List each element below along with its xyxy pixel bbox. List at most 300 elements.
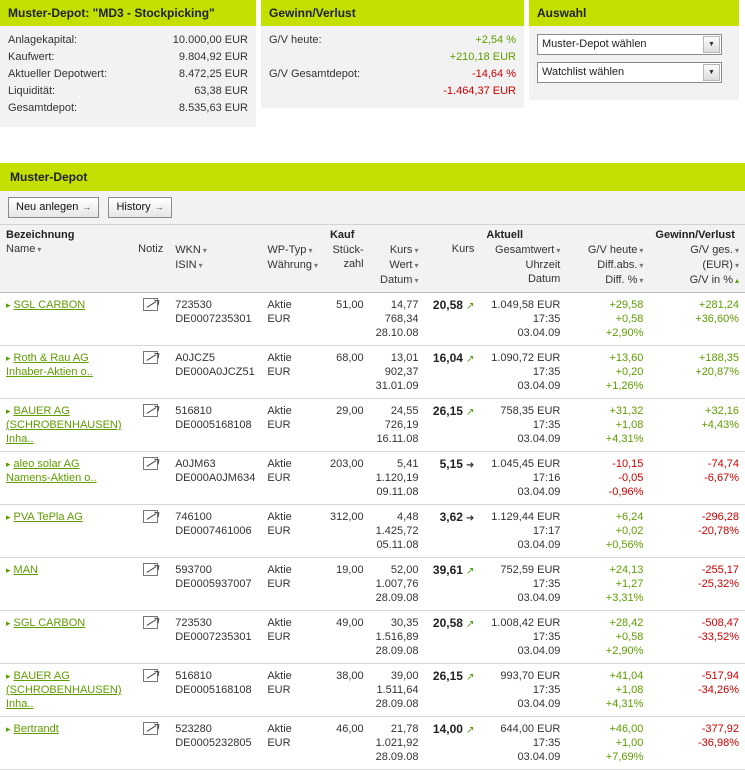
panel-auswahl-body xyxy=(529,26,739,100)
gv-gesamt-label: G/V Gesamtdepot: xyxy=(269,68,361,80)
watchlist-select-value: Watchlist wählen xyxy=(542,66,625,78)
kurs-aktuell-value: 39,61 xyxy=(432,563,463,577)
wkn-value: 516810 xyxy=(175,405,212,417)
gv-gesamt-row xyxy=(269,66,516,83)
gesamtwert-value: 644,00 EUR xyxy=(500,723,561,735)
cell-kauf xyxy=(370,452,425,505)
gv-heute-pct: -0,96% xyxy=(608,486,644,498)
sort-icon-active[interactable]: ▴ xyxy=(734,276,739,285)
cell-notiz[interactable] xyxy=(132,505,169,558)
col-wptyp-label: WP-Typ xyxy=(267,244,307,256)
sort-icon[interactable]: ▾ xyxy=(414,246,419,255)
kauf-wert-value: 1.120,19 xyxy=(375,472,419,484)
cell-wkn-isin xyxy=(169,399,261,452)
depot-row xyxy=(8,32,248,49)
kauf-wert-value: 768,34 xyxy=(384,313,419,325)
gesamtwert-value: 993,70 EUR xyxy=(500,670,561,682)
cell-wkn-isin xyxy=(169,293,261,346)
sort-icon[interactable]: ▾ xyxy=(37,245,42,254)
cell-gv-gesamt xyxy=(649,505,745,558)
col-gv-pct-label: G/V in % xyxy=(689,274,733,286)
table-body xyxy=(0,293,745,770)
uhrzeit-value: 17:16 xyxy=(532,472,561,484)
cell-name[interactable] xyxy=(0,293,132,346)
sort-icon[interactable]: ▾ xyxy=(202,246,207,255)
cell-name[interactable] xyxy=(0,558,132,611)
wptyp-value: Aktie xyxy=(267,511,292,523)
depot-label: Liquidität: xyxy=(8,85,56,97)
cell-name[interactable] xyxy=(0,717,132,770)
sort-icon[interactable]: ▾ xyxy=(734,246,739,255)
note-edit-icon[interactable] xyxy=(143,510,158,523)
cell-kurs-aktuell xyxy=(424,452,480,505)
cell-wkn-isin xyxy=(169,558,261,611)
cell-gv-gesamt xyxy=(649,717,745,770)
panel-auswahl xyxy=(529,0,739,100)
sort-icon[interactable]: ▾ xyxy=(414,261,419,270)
gv-heute-pct: +4,31% xyxy=(605,433,644,445)
sort-icon[interactable]: ▾ xyxy=(308,246,313,255)
waehrung-value: EUR xyxy=(267,578,291,590)
wkn-value: 593700 xyxy=(175,564,212,576)
group-header-row xyxy=(0,225,745,242)
gesamtwert-value: 1.049,58 EUR xyxy=(491,299,561,311)
cell-kauf xyxy=(370,611,425,664)
panel-gewinn-verlust xyxy=(261,0,524,108)
col-gesamtwert[interactable] xyxy=(480,241,566,293)
uhrzeit-value: 17:35 xyxy=(532,419,561,431)
cell-stueckzahl: 49,00 xyxy=(324,611,370,664)
trend-up-icon: ↗ xyxy=(466,354,475,365)
cell-kurs-aktuell xyxy=(424,558,480,611)
col-stueckzahl: Stück- zahl xyxy=(324,241,370,293)
gv-heute-percent: +2,54 % xyxy=(475,34,516,46)
kauf-kurs-value: 52,00 xyxy=(390,564,419,576)
depot-section xyxy=(0,163,745,770)
cell-name[interactable] xyxy=(0,399,132,452)
gv-gesamt-abs-row xyxy=(269,83,516,100)
isin-value: DE0007235301 xyxy=(175,631,252,643)
sort-icon[interactable]: ▾ xyxy=(639,276,644,285)
gv-heute-diff: +0,02 xyxy=(615,525,644,537)
neu-anlegen-button[interactable] xyxy=(8,197,99,218)
isin-value: DE0005168108 xyxy=(175,684,252,696)
kauf-kurs-value: 4,48 xyxy=(397,511,419,523)
cell-wkn-isin xyxy=(169,664,261,717)
sort-icon[interactable]: ▾ xyxy=(313,261,318,270)
trend-flat-icon: ➜ xyxy=(466,513,475,524)
table-row[interactable] xyxy=(0,717,745,770)
cell-kauf xyxy=(370,505,425,558)
cell-kurs-aktuell xyxy=(424,717,480,770)
datum-value: 03.04.09 xyxy=(517,592,561,604)
table-row[interactable] xyxy=(0,505,745,558)
wptyp-value: Aktie xyxy=(267,299,292,311)
table-row[interactable] xyxy=(0,346,745,399)
col-kurs-aktuell xyxy=(424,241,480,293)
cell-name[interactable] xyxy=(0,452,132,505)
position-link[interactable]: SGL CARBON xyxy=(13,617,86,629)
depot-row xyxy=(8,83,248,100)
note-edit-icon[interactable] xyxy=(143,457,158,470)
kurs-aktuell-value: 26,15 xyxy=(432,669,463,683)
wkn-value: 723530 xyxy=(175,617,212,629)
wkn-value: 516810 xyxy=(175,670,212,682)
gv-ges-pct: -25,32% xyxy=(698,578,739,590)
depot-value: 10.000,00 EUR xyxy=(172,34,248,46)
panel-gv-body xyxy=(261,26,524,108)
cell-gesamtwert xyxy=(480,611,566,664)
positions-table xyxy=(0,224,745,770)
col-name-label: Name xyxy=(6,243,36,255)
cell-gv-gesamt xyxy=(649,452,745,505)
col-diff-pct-label: Diff. % xyxy=(605,274,638,286)
sort-icon[interactable]: ▾ xyxy=(198,261,203,270)
gv-heute-absolute: +210,18 EUR xyxy=(449,51,516,63)
gv-heute-eur: +28,42 xyxy=(609,617,644,629)
gv-ges-eur: -508,47 xyxy=(701,617,739,629)
waehrung-value: EUR xyxy=(267,684,291,696)
col-diff-abs-label: Diff.abs. xyxy=(597,259,638,271)
neu-anlegen-label: Neu anlegen xyxy=(16,201,79,213)
table-row[interactable] xyxy=(0,611,745,664)
trend-up-icon: ↗ xyxy=(466,407,475,418)
wptyp-value: Aktie xyxy=(267,405,292,417)
uhrzeit-value: 17:35 xyxy=(532,631,561,643)
col-wert-label: Wert xyxy=(389,259,413,271)
cell-kurs-aktuell xyxy=(424,293,480,346)
watchlist-select[interactable] xyxy=(537,62,722,83)
col-waehrung-label: Währung xyxy=(267,259,312,271)
wptyp-value: Aktie xyxy=(267,670,292,682)
cell-name[interactable] xyxy=(0,505,132,558)
gv-heute-pct: +2,90% xyxy=(605,645,644,657)
sort-icon[interactable]: ▾ xyxy=(556,246,561,255)
group-gewinn-verlust: Gewinn/Verlust xyxy=(649,225,745,242)
kurs-aktuell-value: 14,00 xyxy=(432,722,463,736)
gv-heute-diff: +1,08 xyxy=(615,684,644,696)
panel-depot-title: Muster-Depot: "MD3 - Stockpicking" xyxy=(0,0,256,26)
note-edit-icon[interactable] xyxy=(143,351,158,364)
wkn-value: A0JM63 xyxy=(175,458,216,470)
table-row[interactable] xyxy=(0,452,745,505)
gesamtwert-value: 1.090,72 EUR xyxy=(491,352,561,364)
cell-gv-heute xyxy=(566,664,649,717)
col-gv-ges-label: G/V ges. xyxy=(690,244,733,256)
position-link[interactable]: SGL CARBON xyxy=(13,299,86,311)
cell-stueckzahl: 19,00 xyxy=(324,558,370,611)
cell-notiz[interactable] xyxy=(132,452,169,505)
cell-gv-gesamt xyxy=(649,611,745,664)
col-uhrzeit-label: Uhrzeit xyxy=(525,259,561,271)
table-row[interactable] xyxy=(0,293,745,346)
cell-notiz[interactable] xyxy=(132,611,169,664)
cell-gesamtwert xyxy=(480,452,566,505)
position-link[interactable]: Bertrandt xyxy=(13,723,59,735)
gv-ges-pct: +4,43% xyxy=(701,419,739,431)
position-link[interactable]: PVA TePla AG xyxy=(13,511,83,523)
gv-heute-pct: +4,31% xyxy=(605,698,644,710)
kauf-datum-value: 28.09.08 xyxy=(375,592,419,604)
trend-up-icon: ↗ xyxy=(466,619,475,630)
gv-ges-pct: -34,26% xyxy=(698,684,739,696)
cell-stueckzahl: 312,00 xyxy=(324,505,370,558)
cell-kauf xyxy=(370,399,425,452)
cell-gv-gesamt xyxy=(649,399,745,452)
sort-icon[interactable]: ▾ xyxy=(734,261,739,270)
group-kauf: Kauf xyxy=(324,225,480,242)
kurs-aktuell-value: 3,62 xyxy=(439,510,463,524)
gv-heute-label: G/V heute: xyxy=(269,34,322,46)
cell-gv-heute xyxy=(566,558,649,611)
table-header xyxy=(0,225,745,293)
panel-auswahl-title: Auswahl xyxy=(529,0,739,26)
col-kauf-kurs-wert-datum[interactable] xyxy=(370,241,425,293)
cell-name[interactable] xyxy=(0,346,132,399)
uhrzeit-value: 17:35 xyxy=(532,578,561,590)
cell-kauf xyxy=(370,664,425,717)
waehrung-value: EUR xyxy=(267,419,291,431)
depot-row xyxy=(8,66,248,83)
gv-ges-eur: +32,16 xyxy=(705,405,739,417)
gv-gesamt-percent: -14,64 % xyxy=(471,68,516,80)
chevron-down-icon[interactable]: ▼ xyxy=(703,36,720,53)
waehrung-value: EUR xyxy=(267,631,291,643)
cell-stueckzahl: 38,00 xyxy=(324,664,370,717)
datum-value: 03.04.09 xyxy=(517,327,561,339)
history-button[interactable] xyxy=(108,197,171,218)
sort-icon[interactable]: ▾ xyxy=(414,276,419,285)
col-wptyp-waehrung[interactable] xyxy=(261,241,324,293)
gv-ges-eur: -255,17 xyxy=(701,564,739,576)
depot-value: 9.804,92 EUR xyxy=(178,51,248,63)
note-edit-icon[interactable] xyxy=(143,616,158,629)
cell-kurs-aktuell xyxy=(424,346,480,399)
table-row[interactable] xyxy=(0,558,745,611)
wkn-value: A0JCZ5 xyxy=(175,352,215,364)
column-header-row xyxy=(0,241,745,293)
bullet-icon: ▸ xyxy=(6,671,11,681)
col-wkn-isin[interactable] xyxy=(169,241,261,293)
cell-gesamtwert xyxy=(480,717,566,770)
kurs-aktuell-value: 26,15 xyxy=(432,404,463,418)
position-link[interactable]: Roth & Rau AG Inhaber-Aktien o.. xyxy=(6,352,93,378)
wkn-value: 523280 xyxy=(175,723,212,735)
kurs-aktuell-value: 20,58 xyxy=(432,616,463,630)
bullet-icon: ▸ xyxy=(6,724,11,734)
cell-gv-heute xyxy=(566,717,649,770)
gv-heute-diff: +1,00 xyxy=(615,737,644,749)
col-gv-heute[interactable] xyxy=(566,241,649,293)
uhrzeit-value: 17:35 xyxy=(532,366,561,378)
wptyp-value: Aktie xyxy=(267,564,292,576)
cell-wptyp-waehrung xyxy=(261,558,324,611)
section-title: Muster-Depot xyxy=(0,163,745,191)
cell-gesamtwert xyxy=(480,399,566,452)
cell-notiz[interactable] xyxy=(132,293,169,346)
bullet-icon: ▸ xyxy=(6,353,11,363)
gv-ges-pct: -33,52% xyxy=(698,631,739,643)
cell-gv-gesamt xyxy=(649,293,745,346)
kauf-kurs-value: 30,35 xyxy=(390,617,419,629)
kurs-aktuell-value: 16,04 xyxy=(432,351,463,365)
bullet-icon: ▸ xyxy=(6,406,11,416)
gv-ges-eur: +188,35 xyxy=(698,352,739,364)
isin-value: DE0007235301 xyxy=(175,313,252,325)
wptyp-value: Aktie xyxy=(267,458,292,470)
cell-gv-heute xyxy=(566,611,649,664)
cell-gv-gesamt xyxy=(649,664,745,717)
note-edit-icon[interactable] xyxy=(143,298,158,311)
datum-value: 03.04.09 xyxy=(517,433,561,445)
arrow-right-icon: → xyxy=(82,202,92,212)
gv-heute-pct: +1,26% xyxy=(605,380,644,392)
trend-flat-icon: ➜ xyxy=(466,460,475,471)
gesamtwert-value: 752,59 EUR xyxy=(500,564,561,576)
trend-up-icon: ↗ xyxy=(466,566,475,577)
cell-gv-heute xyxy=(566,346,649,399)
gv-heute-eur: +6,24 xyxy=(615,511,644,523)
cell-gv-heute xyxy=(566,505,649,558)
kauf-kurs-value: 39,00 xyxy=(390,670,419,682)
isin-value: DE000A0JM634 xyxy=(175,472,256,484)
isin-value: DE0005937007 xyxy=(175,578,252,590)
kauf-datum-value: 05.11.08 xyxy=(376,539,419,551)
cell-stueckzahl: 46,00 xyxy=(324,717,370,770)
kauf-datum-value: 28.09.08 xyxy=(375,645,419,657)
note-edit-icon[interactable] xyxy=(143,563,158,576)
gv-heute-pct: +7,69% xyxy=(605,751,644,763)
uhrzeit-value: 17:35 xyxy=(532,737,561,749)
cell-notiz[interactable] xyxy=(132,399,169,452)
cell-wptyp-waehrung xyxy=(261,505,324,558)
kauf-wert-value: 1.516,89 xyxy=(375,631,419,643)
sort-icon[interactable]: ▾ xyxy=(639,261,644,270)
cell-name[interactable] xyxy=(0,611,132,664)
gv-ges-pct: +36,60% xyxy=(695,313,739,325)
col-kurs-label: Kurs xyxy=(389,244,413,256)
waehrung-value: EUR xyxy=(267,366,291,378)
gesamtwert-value: 1.008,42 EUR xyxy=(491,617,561,629)
table-row[interactable] xyxy=(0,664,745,717)
kauf-wert-value: 1.511,64 xyxy=(376,684,419,696)
gv-heute-diff: +0,20 xyxy=(615,366,644,378)
cell-gesamtwert xyxy=(480,505,566,558)
waehrung-value: EUR xyxy=(267,472,291,484)
gv-ges-pct: -6,67% xyxy=(704,472,739,484)
cell-stueckzahl: 68,00 xyxy=(324,346,370,399)
col-gesamtwert-label: Gesamtwert xyxy=(495,244,555,256)
wkn-value: 723530 xyxy=(175,299,212,311)
position-link[interactable]: BAUER AG (SCHROBENHAUSEN) Inha.. xyxy=(6,670,122,710)
panel-gv-title: Gewinn/Verlust xyxy=(261,0,524,26)
col-notiz-label: Notiz xyxy=(138,243,164,255)
waehrung-value: EUR xyxy=(267,525,291,537)
gv-heute-eur: +24,13 xyxy=(609,564,644,576)
depot-select-value: Muster-Depot wählen xyxy=(542,38,647,50)
col-datum-aktuell-label: Datum xyxy=(527,273,561,285)
cell-notiz[interactable] xyxy=(132,664,169,717)
sort-icon[interactable]: ▾ xyxy=(639,246,644,255)
panel-depot-body xyxy=(0,26,256,127)
cell-gv-gesamt xyxy=(649,346,745,399)
note-edit-icon[interactable] xyxy=(143,722,158,735)
cell-kauf xyxy=(370,717,425,770)
gv-ges-eur: -377,92 xyxy=(701,723,739,735)
gv-ges-pct: -36,98% xyxy=(698,737,739,749)
kurs-aktuell-value: 5,15 xyxy=(439,457,463,471)
chevron-down-icon[interactable]: ▼ xyxy=(703,64,720,81)
kauf-kurs-value: 5,41 xyxy=(397,458,419,470)
note-edit-icon[interactable] xyxy=(143,404,158,417)
cell-gesamtwert xyxy=(480,558,566,611)
depot-label: Kaufwert: xyxy=(8,51,55,63)
cell-kurs-aktuell xyxy=(424,611,480,664)
note-edit-icon[interactable] xyxy=(143,669,158,682)
bullet-icon: ▸ xyxy=(6,459,11,469)
col-gv-gesamt[interactable] xyxy=(649,241,745,293)
cell-gv-gesamt xyxy=(649,558,745,611)
cell-gesamtwert xyxy=(480,346,566,399)
depot-select[interactable] xyxy=(537,34,722,55)
gv-heute-abs-row xyxy=(269,49,516,66)
gv-ges-pct: -20,78% xyxy=(698,525,739,537)
waehrung-value: EUR xyxy=(267,737,291,749)
cell-notiz[interactable] xyxy=(132,717,169,770)
gv-heute-pct: +2,90% xyxy=(605,327,644,339)
col-isin-label: ISIN xyxy=(175,259,197,271)
cell-notiz[interactable] xyxy=(132,558,169,611)
cell-gesamtwert xyxy=(480,664,566,717)
gv-heute-diff: +1,27 xyxy=(615,578,644,590)
cell-stueckzahl: 29,00 xyxy=(324,399,370,452)
datum-value: 03.04.09 xyxy=(517,698,561,710)
position-link[interactable]: aleo solar AG Namens-Aktien o.. xyxy=(6,458,97,484)
cell-wptyp-waehrung xyxy=(261,346,324,399)
bullet-icon: ▸ xyxy=(6,300,11,310)
cell-notiz[interactable] xyxy=(132,346,169,399)
gv-heute-eur: +46,00 xyxy=(609,723,644,735)
col-notiz xyxy=(132,241,169,293)
cell-kurs-aktuell xyxy=(424,399,480,452)
col-datum-label: Datum xyxy=(380,274,413,286)
wptyp-value: Aktie xyxy=(267,617,292,629)
kauf-wert-value: 1.007,76 xyxy=(375,578,419,590)
cell-kauf xyxy=(370,293,425,346)
datum-value: 03.04.09 xyxy=(517,751,561,763)
isin-value: DE0007461006 xyxy=(175,525,252,537)
panel-depot xyxy=(0,0,256,127)
uhrzeit-value: 17:35 xyxy=(532,313,561,325)
gv-heute-diff: +1,08 xyxy=(615,419,644,431)
bullet-icon: ▸ xyxy=(6,618,11,628)
wptyp-value: Aktie xyxy=(267,723,292,735)
cell-wptyp-waehrung xyxy=(261,399,324,452)
table-row[interactable] xyxy=(0,399,745,452)
kauf-datum-value: 28.09.08 xyxy=(375,698,419,710)
position-link[interactable]: BAUER AG (SCHROBENHAUSEN) Inha.. xyxy=(6,405,122,445)
cell-kauf xyxy=(370,346,425,399)
arrow-right-icon: → xyxy=(154,202,164,212)
kauf-kurs-value: 13,01 xyxy=(390,352,419,364)
depot-label: Gesamtdepot: xyxy=(8,102,78,114)
position-link[interactable]: MAN xyxy=(13,564,38,576)
kauf-wert-value: 902,37 xyxy=(384,366,419,378)
cell-name[interactable] xyxy=(0,664,132,717)
col-name[interactable] xyxy=(0,241,132,293)
col-kurs-aktuell-label: Kurs xyxy=(451,243,475,255)
kauf-kurs-value: 24,55 xyxy=(390,405,419,417)
